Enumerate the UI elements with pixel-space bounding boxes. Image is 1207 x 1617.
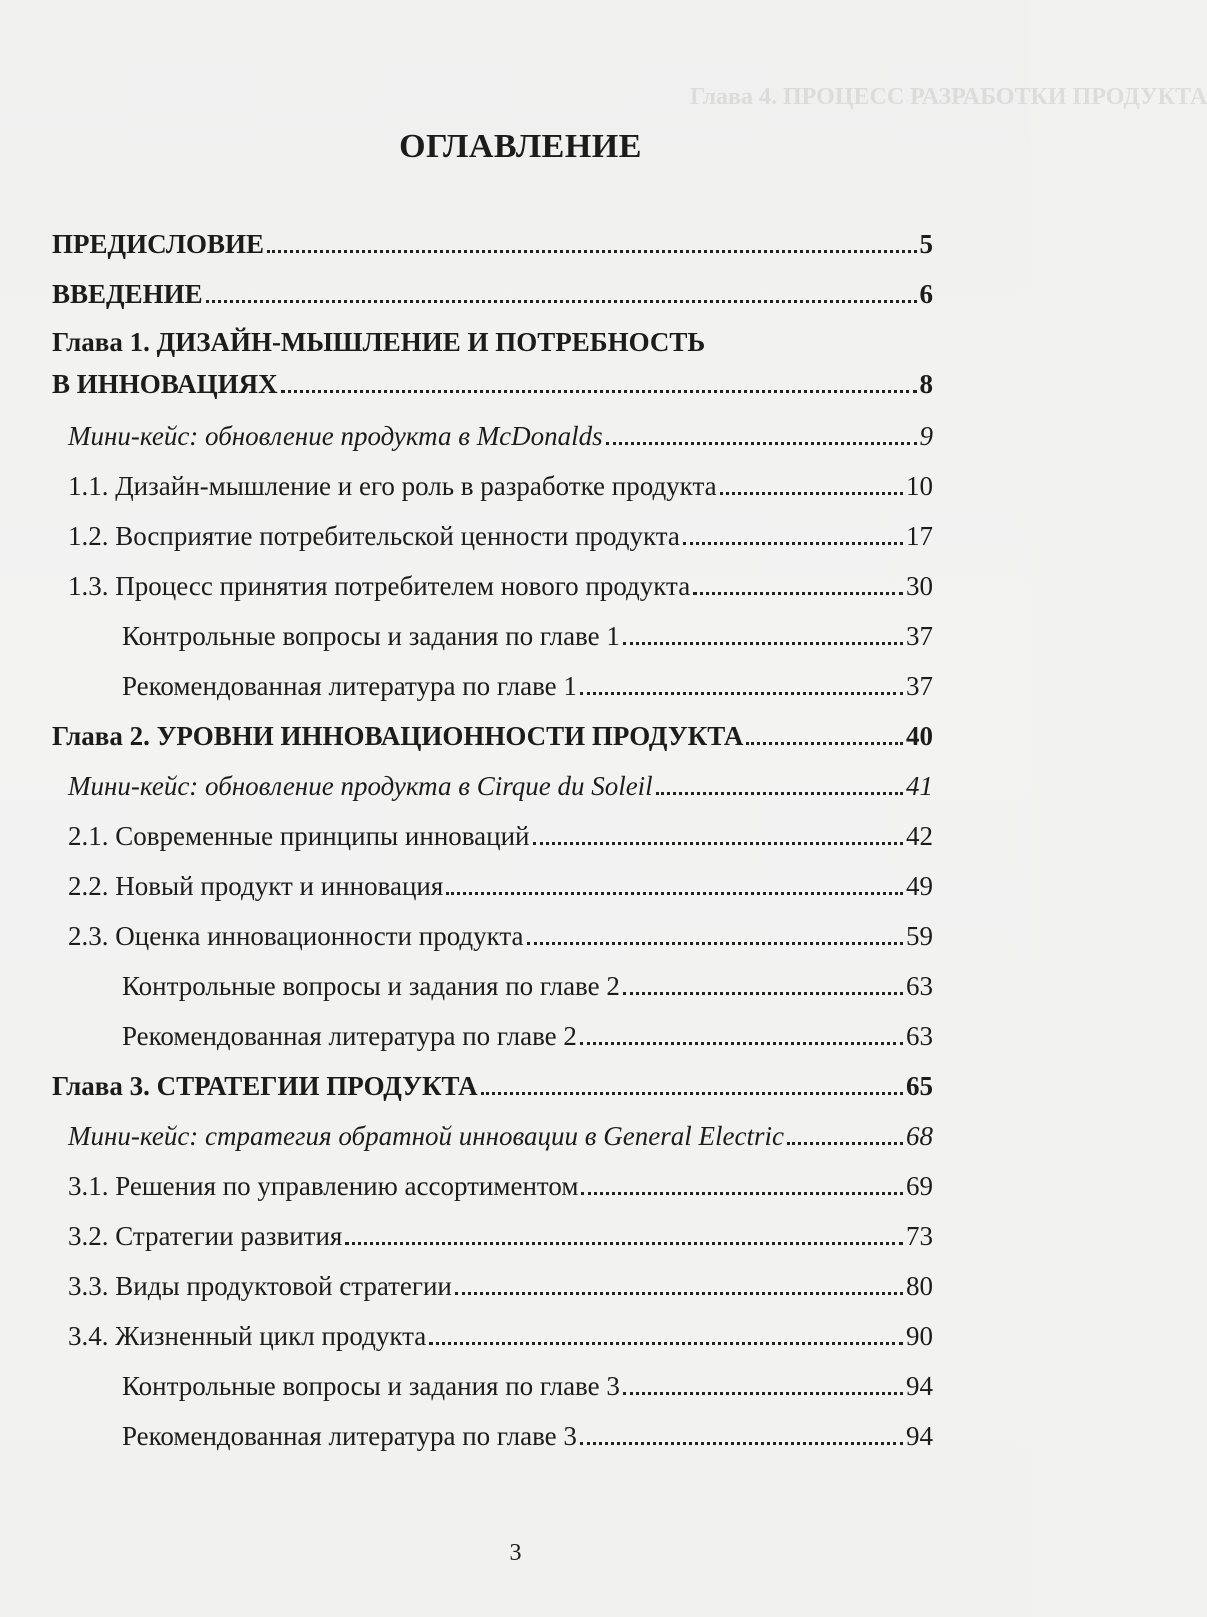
toc-entry-title: Контрольные вопросы и задания по главе 2 — [122, 971, 620, 1001]
toc-entry-page: 42 — [906, 821, 933, 851]
dot-leader — [656, 792, 903, 795]
toc-entry-title: ПРЕДИСЛОВИЕ — [52, 229, 265, 259]
toc-entry-page: 5 — [919, 229, 933, 259]
toc-entry-title: 1.1. Дизайн-мышление и его роль в разработке продукта — [68, 471, 717, 501]
dot-leader — [746, 742, 903, 745]
toc-entry-page: 94 — [906, 1371, 933, 1401]
toc-entry-mini-case-3[interactable] — [68, 1112, 933, 1152]
dot-leader — [481, 1092, 903, 1095]
toc-entry-page: 68 — [906, 1121, 933, 1151]
dot-leader — [787, 1142, 903, 1145]
dot-leader — [281, 390, 917, 393]
page-title: ОГЛАВЛЕНИЕ — [399, 128, 642, 165]
toc-entry-page: 80 — [906, 1271, 933, 1301]
toc-entry-preface[interactable] — [52, 220, 933, 260]
dot-leader — [345, 1242, 903, 1245]
toc-entry-page: 49 — [906, 871, 933, 901]
toc-entry-section-1-2[interactable] — [68, 512, 933, 552]
toc-entry-page: 9 — [919, 421, 933, 451]
dot-leader — [267, 250, 916, 253]
toc-entry-title: 3.2. Стратегии развития — [68, 1221, 343, 1251]
toc-entry-title: 1.3. Процесс принятия потребителем нового продукта — [68, 571, 691, 601]
toc-entry-title: 2.1. Современные принципы инноваций — [68, 821, 530, 851]
toc-entry-page: 17 — [906, 521, 933, 551]
toc-entry-page: 10 — [906, 471, 933, 501]
toc-entry-section-3-2[interactable] — [68, 1212, 933, 1252]
toc-entry-page: 69 — [906, 1171, 933, 1201]
toc-entry-page: 37 — [906, 671, 933, 701]
toc-entry-mini-case-2[interactable] — [68, 762, 933, 802]
dot-leader — [429, 1342, 903, 1345]
toc-entry-title: 2.2. Новый продукт и инновация — [68, 871, 444, 901]
dot-leader — [623, 1392, 903, 1395]
toc-entry-page: 40 — [906, 721, 933, 751]
toc-entry-page: 8 — [919, 369, 933, 399]
toc-entry-title: Мини-кейс: обновление продукта в McDonalds — [68, 421, 603, 451]
toc-entry-section-3-4[interactable] — [68, 1312, 933, 1352]
dot-leader — [693, 592, 903, 595]
toc-entry-page: 63 — [906, 971, 933, 1001]
toc-entry-title: Рекомендованная литература по главе 1 — [122, 671, 577, 701]
dot-leader — [533, 842, 904, 845]
dot-leader — [455, 1292, 903, 1295]
dot-leader — [580, 1042, 903, 1045]
dot-leader — [446, 892, 903, 895]
toc-chapter-1-title-line1: Глава 1. ДИЗАЙН-МЫШЛЕНИЕ И ПОТРЕБНОСТЬ — [52, 327, 706, 357]
toc-entry-chapter-1[interactable] — [52, 360, 933, 400]
page-number: 3 — [509, 1540, 522, 1566]
toc-entry-section-3-1[interactable] — [68, 1162, 933, 1202]
toc-entry-title: Рекомендованная литература по главе 2 — [122, 1021, 577, 1051]
toc-entry-page: 90 — [906, 1321, 933, 1351]
toc-entry-title: Контрольные вопросы и задания по главе 1 — [122, 621, 620, 651]
toc-entry-section-2-1[interactable] — [68, 812, 933, 852]
toc-entry-title: Глава 3. СТРАТЕГИИ ПРОДУКТА — [52, 1071, 478, 1101]
toc-entry-title: 3.1. Решения по управлению ассортиментом — [68, 1171, 579, 1201]
toc-entry-title: Контрольные вопросы и задания по главе 3 — [122, 1371, 620, 1401]
toc-entry-literature-2[interactable] — [122, 1012, 933, 1052]
toc-entry-literature-3[interactable] — [122, 1412, 933, 1452]
toc-entry-section-2-2[interactable] — [68, 862, 933, 902]
dot-leader — [580, 692, 903, 695]
toc-entry-chapter-2[interactable] — [52, 712, 933, 752]
toc-entry-chapter-3[interactable] — [52, 1062, 933, 1102]
dot-leader — [623, 992, 903, 995]
toc-entry-literature-1[interactable] — [122, 662, 933, 702]
toc-entry-introduction[interactable] — [52, 270, 933, 310]
toc-entry-questions-1[interactable] — [122, 612, 933, 652]
toc-entry-title: 3.4. Жизненный цикл продукта — [68, 1321, 427, 1351]
toc-entry-title: Мини-кейс: обновление продукта в Cirque du Soleil — [68, 771, 653, 801]
toc-entry-page: 59 — [906, 921, 933, 951]
toc-entry-mini-case-1[interactable] — [68, 412, 933, 452]
toc-entry-title: 3.3. Виды продуктовой стратегии — [68, 1271, 452, 1301]
dot-leader — [206, 300, 917, 303]
toc-entry-section-1-3[interactable] — [68, 562, 933, 602]
dot-leader — [623, 642, 903, 645]
toc-entry-section-1-1[interactable] — [68, 462, 933, 502]
dot-leader — [683, 542, 903, 545]
toc-entry-title: 2.3. Оценка инновационности продукта — [68, 921, 524, 951]
toc-entry-title: ВВЕДЕНИЕ — [52, 279, 203, 309]
toc-entry-section-3-3[interactable] — [68, 1262, 933, 1302]
bleed-through-text: Глава 4. ПРОЦЕСС РАЗРАБОТКИ ПРОДУКТА — [690, 84, 1207, 110]
toc-entry-title: Глава 2. УРОВНИ ИННОВАЦИОННОСТИ ПРОДУКТА — [52, 721, 744, 751]
toc-entry-questions-2[interactable] — [122, 962, 933, 1002]
toc-entry-title: 1.2. Восприятие потребительской ценности продукта — [68, 521, 680, 551]
dot-leader — [720, 492, 903, 495]
toc-entry-page: 63 — [906, 1021, 933, 1051]
toc-entry-page: 6 — [919, 279, 933, 309]
toc-entry-questions-3[interactable] — [122, 1362, 933, 1402]
toc-entry-title: Мини-кейс: стратегия обратной инновации в General Electric — [68, 1121, 784, 1151]
toc-entry-page: 30 — [906, 571, 933, 601]
dot-leader — [606, 442, 917, 445]
toc-entry-section-2-3[interactable] — [68, 912, 933, 952]
toc-entry-page: 41 — [906, 771, 933, 801]
dot-leader — [581, 1192, 903, 1195]
toc-entry-title: Рекомендованная литература по главе 3 — [122, 1421, 577, 1451]
toc-entry-page: 37 — [906, 621, 933, 651]
toc-entry-page: 73 — [906, 1221, 933, 1251]
dot-leader — [527, 942, 903, 945]
toc-entry-page: 94 — [906, 1421, 933, 1451]
toc-entry-page: 65 — [906, 1071, 933, 1101]
toc-entry-title: В ИННОВАЦИЯХ — [52, 369, 278, 399]
dot-leader — [580, 1442, 903, 1445]
